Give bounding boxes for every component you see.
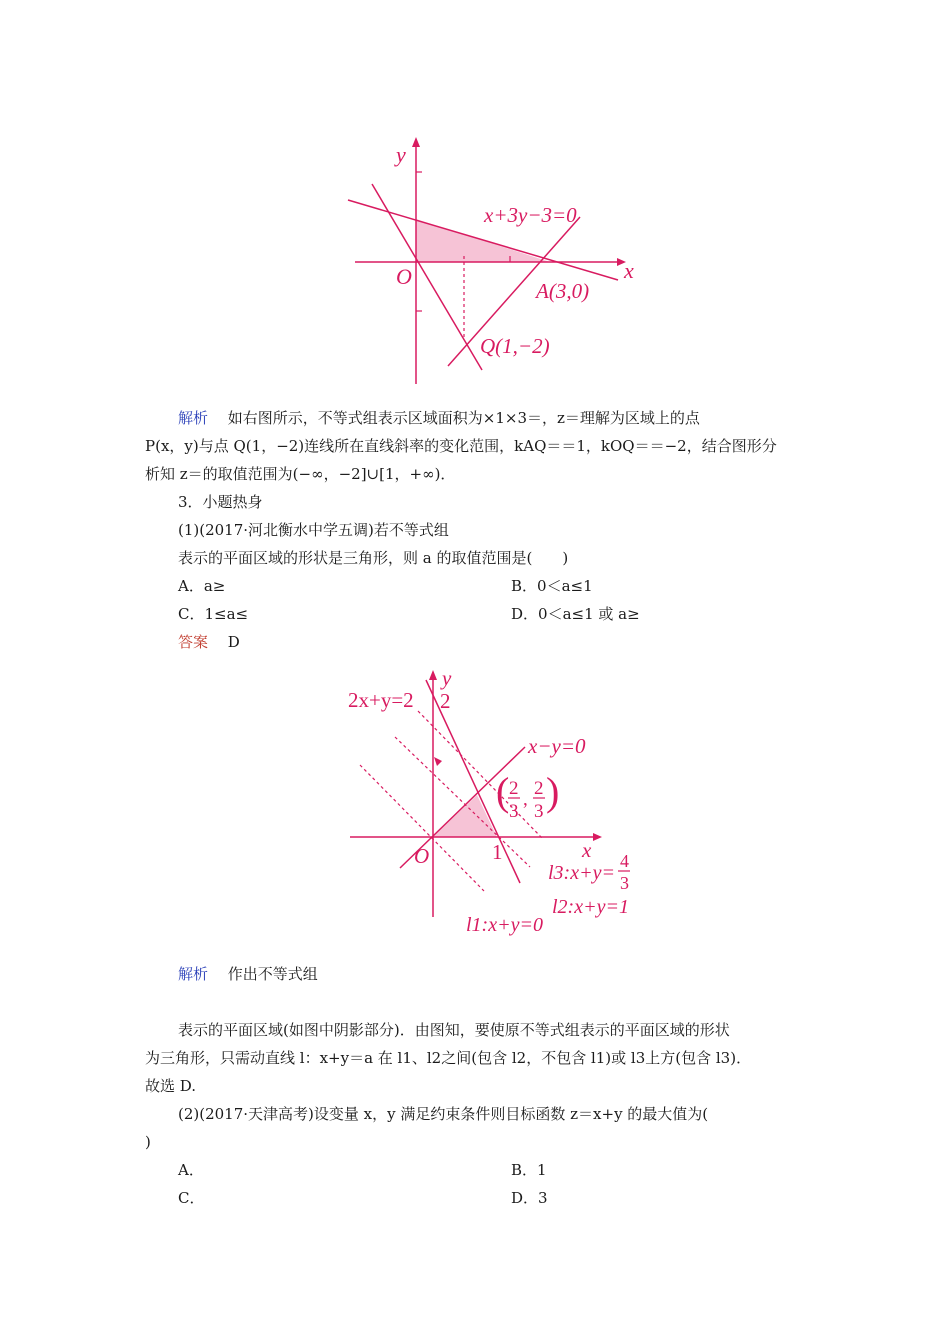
figure-2-point-num-1: 2: [509, 778, 519, 799]
solution-2-line-2: 表示的平面区域(如图中阴影部分)．由图知，要使原不等式组表示的平面区域的形状: [178, 1021, 730, 1039]
figure-1-line-label: x+3y−3=0: [484, 203, 577, 227]
figure-2-y-label: y: [442, 666, 452, 690]
q2-option-b: B．1: [511, 1161, 547, 1179]
figure-2-point-label: [496, 769, 559, 822]
solution-2-line-1: [178, 964, 318, 984]
figure-2-direction-arrow: [434, 757, 442, 766]
q2-option-a: A．: [178, 1161, 204, 1179]
figure-2-l3-label: l3:x+y=: [548, 862, 615, 884]
solution-2-line-4: 故选 D.: [145, 1077, 197, 1095]
q1-answer-label: 答案: [178, 633, 209, 651]
figure-2-point-num-2: 2: [534, 778, 544, 799]
q1-option-b: B．0＜a≤1: [511, 577, 593, 595]
figure-1-region-diagram: [340, 122, 650, 392]
figure-2-x-label: x: [582, 838, 592, 862]
solution-1-line-3: 析知 z＝的取值范围为(−∞，−2]∪[1，+∞)．: [145, 465, 456, 483]
figure-2-l3-num: 4: [620, 851, 629, 871]
section-heading: 3．小题热身: [178, 493, 263, 511]
q2-stem-1: (2)(2017·天津高考)设变量 x，y 满足约束条件则目标函数 z＝x+y 的最大值为(: [178, 1105, 709, 1123]
figure-1-point-q-label: Q(1,−2): [480, 334, 550, 358]
figure-2-l3-den: 3: [620, 873, 629, 893]
solution-2-label: 解析: [178, 965, 209, 983]
solution-1-text-1: 如右图所示，不等式组表示区域面积为×1×3＝，z＝理解为区域上的点: [227, 409, 700, 427]
q1-answer-value: D: [227, 633, 240, 651]
solution-2-text-1: 作出不等式组: [227, 965, 318, 983]
figure-1-x-label: x: [624, 258, 634, 283]
solution-2-line-3: 为三角形，只需动直线 l：x+y＝a 在 l1、l2之间(包含 l2，不包含 l1)或 l3上方(包含 l3)．: [145, 1049, 752, 1067]
figure-2-point-comma: ,: [523, 789, 528, 810]
figure-2-y-tick-label: 2: [440, 689, 451, 713]
q1-option-a: A．a≥: [178, 577, 226, 595]
figure-2-region-diagram: [330, 655, 650, 955]
figure-1-y-arrow: [412, 137, 420, 147]
figure-2-line-2xy-label: 2x+y=2: [348, 688, 414, 712]
figure-2-x-arrow: [593, 833, 602, 841]
figure-2-point-paren-right: ): [546, 769, 560, 814]
q2-stem-2: ): [145, 1133, 151, 1151]
q1-answer: [178, 632, 240, 652]
figure-1-point-a-label: A(3,0): [536, 279, 590, 303]
q2-option-c: C．: [178, 1189, 205, 1207]
figure-2-y-arrow: [429, 670, 437, 680]
figure-2-origin-label: O: [414, 844, 430, 868]
figure-2-point-den-1: 3: [509, 801, 519, 822]
q2-option-d: D．3: [511, 1189, 548, 1207]
q1-option-c: C．1≤a≤: [178, 605, 249, 623]
figure-1-origin-label: O: [396, 264, 412, 289]
figure-2-x-tick-label: 1: [492, 840, 503, 864]
solution-1-label: 解析: [178, 409, 209, 427]
q1-option-d: D．0＜a≤1 或 a≥: [511, 605, 640, 623]
figure-2-point-paren-left: (: [496, 769, 510, 814]
q1-stem-2: 表示的平面区域的形状是三角形，则 a 的取值范围是( ): [178, 549, 569, 567]
q1-stem-1: (1)(2017·河北衡水中学五调)若不等式组: [178, 521, 449, 539]
figure-2-line-xmy-label: x−y=0: [528, 734, 586, 758]
figure-2-shaded-region: [433, 795, 497, 837]
solution-1-line-1: [178, 408, 700, 428]
solution-1-line-2: P(x，y)与点 Q(1，−2)连线所在直线斜率的变化范围，kAQ＝＝1，kOQ＝＝−2，结合图形分: [145, 437, 777, 455]
figure-1-line-oq: [372, 184, 482, 370]
figure-1-y-label: y: [396, 142, 406, 167]
figure-2-l2-label: l2:x+y=1: [552, 896, 629, 918]
figure-2-point-den-2: 3: [534, 801, 544, 822]
figure-2-l1-label: l1:x+y=0: [466, 914, 543, 936]
